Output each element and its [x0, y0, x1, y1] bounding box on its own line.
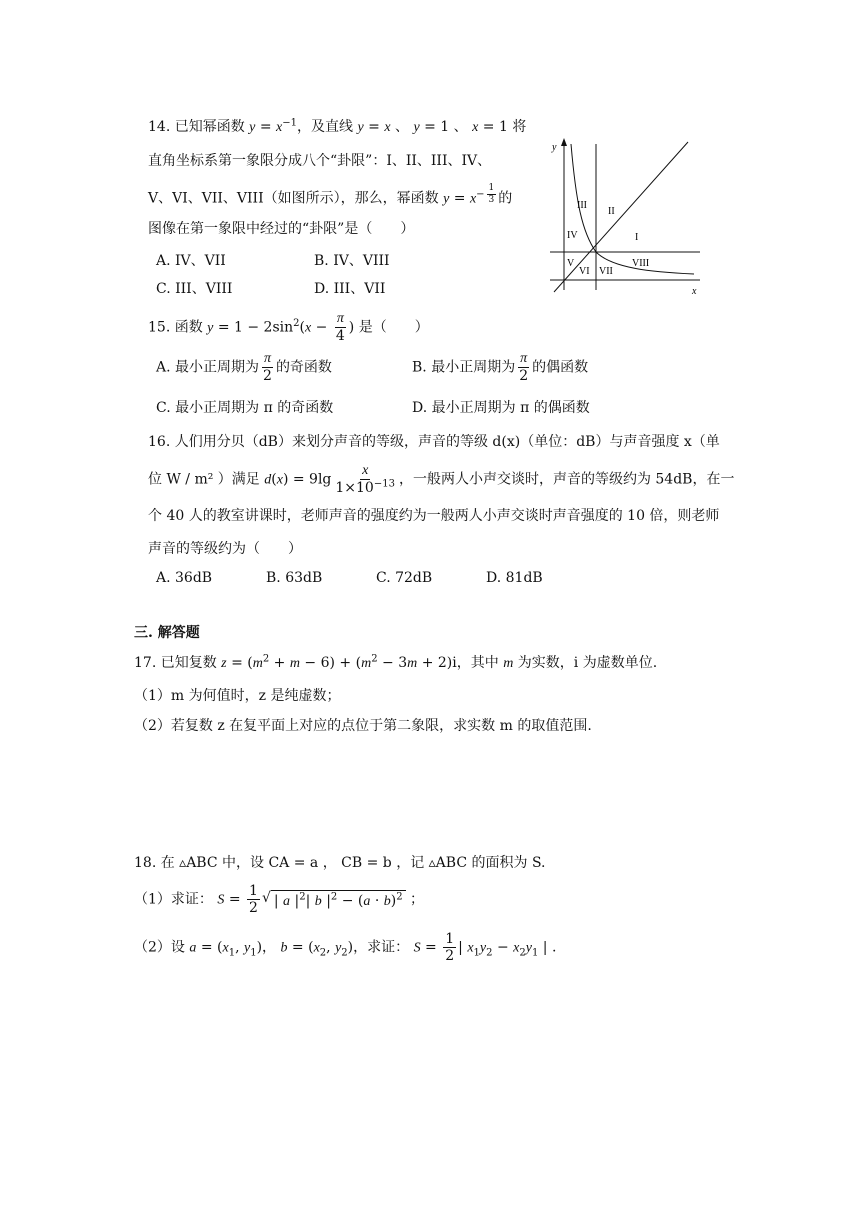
q15-stem-prefix: 函数 [174, 319, 203, 336]
q15-option-a-prefix: A. 最小正周期为 [156, 359, 260, 376]
q16-line4: 声音的等级约为（ ） [148, 541, 302, 557]
q15-option-a-suffix: 的奇函数 [275, 359, 332, 376]
region-label-VI: VI [579, 266, 590, 277]
y-axis-arrow [561, 138, 567, 146]
q15-option-d: D. 最小正周期为 π 的偶函数 [412, 400, 590, 416]
q17-stem: 17. 已知复数 $z = (m^2 + m - 6) + (m^2 - 3m + 2)i$，其中 m 为实数，i 为虚数单位. [134, 653, 658, 671]
line-y-eq-x [554, 142, 688, 292]
region-label-VIII: VIII [632, 258, 650, 269]
section-3-heading: 三. 解答题 [134, 625, 200, 641]
q14-option-d: D. III、VII [314, 281, 386, 297]
q14-line3-tail: 的 [498, 190, 513, 207]
q14-line1 [148, 116, 526, 136]
q16-line1-text: 人们用分贝（dB）来划分声音的等级，声音的等级 d(x)（单位：dB）与声音强度 x（单 [174, 434, 720, 450]
region-label-II: II [608, 206, 615, 217]
q14-line2: 直角坐标系第一象限分成八个“卦限”：I、II、III、IV、 [148, 153, 492, 169]
q15-option-b-suffix: 的偶函数 [532, 359, 589, 376]
q15-option-a: A. 最小正周期为 $\frac{\pi}{2}$ 的奇函数 [156, 351, 332, 384]
region-label-VII: VII [599, 266, 613, 277]
q16-line1 [148, 431, 720, 451]
q15-option-b: B. 最小正周期为 $\frac{\pi}{2}$ 的偶函数 [412, 351, 589, 384]
octant-figure [540, 132, 710, 302]
q14-text-1: 已知幂函数 $y = x^{-1}$，及直线 y = x 、 y = 1 、 x = 1 将 [174, 117, 527, 135]
q18-part1: （1）求证： S = $\frac{1}{2}$ √ | a $|^2|$ b $|^2 - (a \cdot b)^2$ ； [134, 883, 425, 916]
q17-part2: （2）若复数 z 在复平面上对应的点位于第二象限，求实数 m 的取值范围. [134, 718, 592, 734]
q18-part2-label: （2）设 [134, 939, 185, 956]
q17-variable-m: m [503, 656, 514, 671]
q15-number: 15. [148, 319, 171, 336]
q18-part2: （2）设 $a = (x_1$, $y_1$)， $b = (x_2$, $y_2$)，求证： S = $\frac{1}{2}$ | $x_1y_2 - x_2y_1$ | . [134, 931, 557, 964]
q16-option-b: B. 63dB [266, 570, 323, 586]
q16-line3: 个 40 人的教室讲课时，老师声音的强度约为一般两人小声交谈时声音强度的 10 倍，则老师 [148, 508, 720, 524]
q14-option-c: C. III、VIII [156, 281, 233, 297]
q17-stem-mid: ，其中 [456, 655, 499, 671]
q18-part2-mid: ，求证： [353, 939, 410, 956]
q16-number: 16. [148, 434, 171, 450]
q15-option-c: C. 最小正周期为 π 的奇函数 [156, 400, 334, 416]
q16-option-d: D. 81dB [486, 570, 543, 586]
q14-option-b: B. IV、VIII [314, 253, 390, 269]
q15-option-b-prefix: B. 最小正周期为 [412, 359, 516, 376]
curve-y-eq-inverse-x [571, 144, 694, 274]
q17-part1: （1）m 为何值时，z 是纯虚数； [134, 688, 341, 704]
q16-option-a: A. 36dB [156, 570, 213, 586]
q18-part1-label: （1）求证： [134, 891, 213, 908]
region-label-III: III [577, 200, 587, 211]
q16-line2-tail: ，一般两人小声交谈时，声音的等级约为 54dB，在一 [398, 471, 735, 488]
region-label-IV: IV [567, 230, 578, 241]
region-label-V: V [567, 258, 575, 269]
y-axis-label: y [552, 142, 557, 153]
q14-number: 14. [148, 119, 171, 135]
q17-stem-suffix: 为实数，i 为虚数单位. [517, 655, 658, 671]
q15-stem: 15. 函数 $y = 1 - 2\sin^2(x$ − $\frac{\pi}{4}$ ) 是（ ） [148, 311, 429, 344]
q14-option-a: A. IV、VII [156, 253, 226, 269]
q15-stem-suffix: 是（ ） [358, 319, 429, 336]
region-label-I: I [635, 232, 639, 243]
x-axis-label: x [692, 286, 697, 297]
q14-line4: 图像在第一象限中经过的“卦限”是（ ） [148, 221, 415, 237]
q16-line2: 位 W / m² ）满足 d(x) = 9lg $\frac{x}{1\times 10^{-13}}$ ，一般两人小声交谈时，声音的等级约为 54dB，在一 [148, 463, 735, 496]
q16-option-c: C. 72dB [376, 570, 433, 586]
q18-stem: 18. 在 ▵ABC 中，设 CA = a ， CB = b ，记 ▵ABC 的面积为 S. [134, 855, 546, 871]
q14-line3-text: V、VI、VII、VIII（如图所示），那么，幂函数 [148, 190, 439, 207]
q14-line3: V、VI、VII、VIII（如图所示），那么，幂函数 $y = x^{- \frac{1}{3}}$ 的 [148, 183, 513, 207]
q16-line2-text: 位 W / m² ）满足 [148, 471, 260, 488]
q17-stem-prefix: 17. 已知复数 [134, 655, 217, 671]
